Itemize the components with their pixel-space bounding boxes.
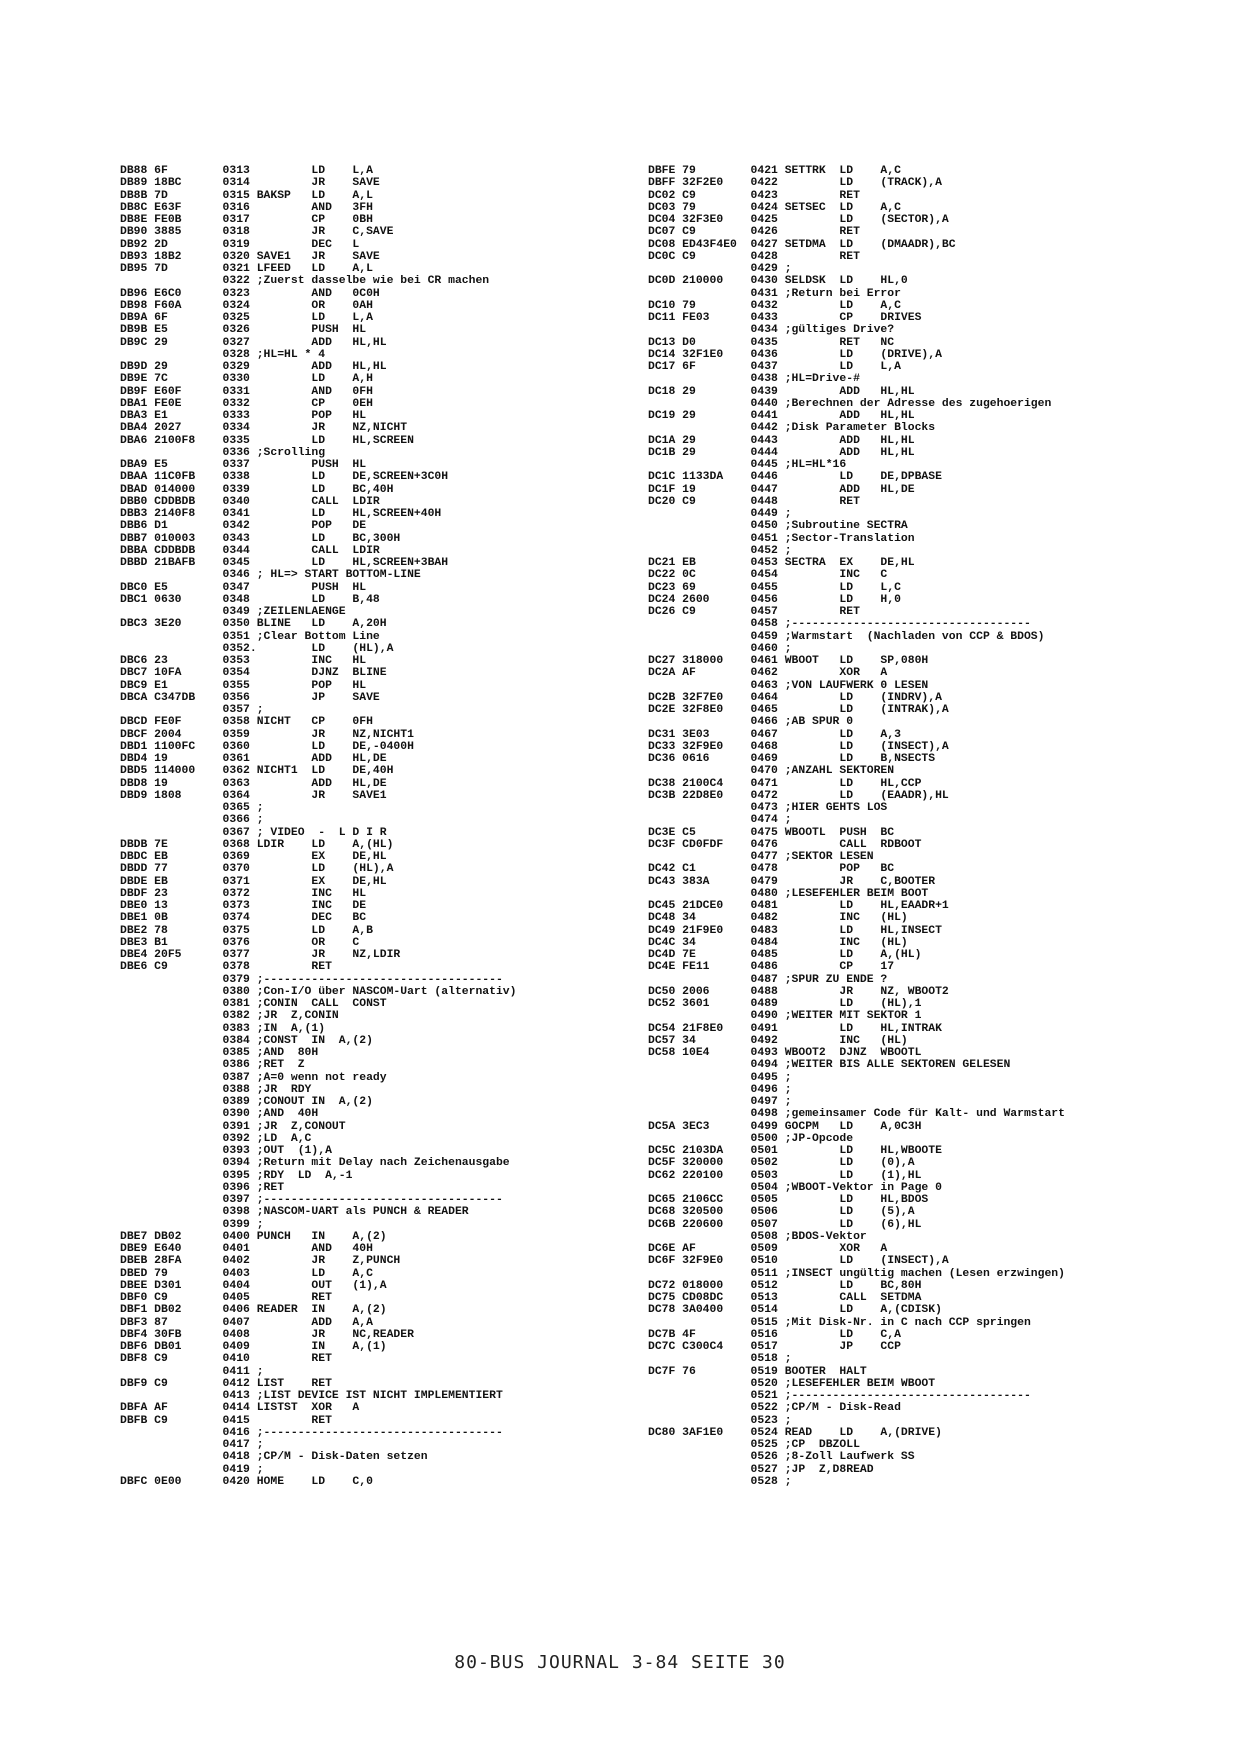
listing-line: DC10 79 0432 LD A,C [648,299,901,312]
listing-line: DBC1 0630 0348 LD B,48 [120,593,380,606]
listing-line: 0452 ; [648,544,792,557]
listing-line: DC65 2106CC 0505 LD HL,BDOS [648,1194,929,1206]
listing-line: DC19 29 0441 ADD HL,HL [648,410,915,422]
listing-line: DBFC 0E00 0420 HOME LD C,0 [120,1475,373,1488]
listing-line: 0500 ;JP-Opcode [648,1132,854,1145]
listing-line: DBED 79 0403 LD A,C [120,1267,373,1280]
listing-line: DC23 69 0455 LD L,C [648,581,901,594]
listing-line: 0399 ; [120,1218,264,1231]
listing-line: DBFB C9 0415 RET [120,1414,332,1427]
listing-line: 0474 ; [648,814,792,827]
listing-line: DC7F 76 0519 BOOTER HALT [648,1365,867,1378]
listing-line: DC6E AF 0509 XOR A [648,1243,888,1255]
listing-line: DC24 2600 0456 LD H,0 [648,593,901,606]
listing-line: 0487 ;SPUR ZU ENDE ? [648,973,888,986]
listing-line: DBA9 E5 0337 PUSH HL [120,459,367,471]
listing-line: DC18 29 0439 ADD HL,HL [648,385,915,398]
listing-line: DB9D 29 0329 ADD HL,HL [120,361,387,373]
listing-line: DC43 383A 0479 JR C,BOOTER [648,875,936,888]
listing-line: 0411 ; [120,1365,264,1378]
listing-line: DB96 E6C0 0323 AND 0C0H [120,287,380,300]
listing-line: DC02 C9 0423 RET [648,189,860,202]
listing-line: DBE3 B1 0376 OR C [120,936,360,949]
listing-line: 0495 ; [648,1071,792,1084]
listing-line: 0458 ;----------------------------------- [648,618,1031,631]
listing-line: DBDC EB 0369 EX DE,HL [120,851,387,863]
listing-line: DC54 21F8E0 0491 LD HL,INTRAK [648,1022,942,1035]
listing-line: DBC6 23 0353 INC HL [120,655,367,667]
listing-line: DB89 18BC 0314 JR SAVE [120,177,380,190]
listing-line: 0417 ; [120,1439,264,1451]
listing-line: DBE9 E640 0401 AND 40H [120,1243,373,1255]
listing-line: DBB7 010003 0343 LD BC,300H [120,532,401,545]
listing-line: DBB3 2140F8 0341 LD HL,SCREEN+40H [120,508,442,520]
listing-line: DC1A 29 0443 ADD HL,HL [648,434,915,447]
listing-line: DBE0 13 0373 INC DE [120,900,367,912]
listing-line: DB9A 6F 0325 LD L,A [120,312,373,324]
listing-line: 0451 ;Sector-Translation [648,532,915,545]
listing-line: 0445 ;HL=HL*16 [648,459,847,471]
listing-line: DC13 D0 0435 RET NC [648,336,895,349]
listing-line: DC31 3E03 0467 LD A,3 [648,728,901,741]
listing-line: 0434 ;gültiges Drive? [648,324,895,337]
listing-line: DBDB 7E 0368 LDIR LD A,(HL) [120,838,394,851]
listing-line: 0520 ;LESEFEHLER BEIM WBOOT [648,1377,936,1390]
listing-line: DB9E 7C 0330 LD A,H [120,373,373,386]
listing-line: DC1B 29 0444 ADD HL,HL [648,446,915,459]
listing-line: DC14 32F1E0 0436 LD (DRIVE),A [648,348,942,361]
listing-line: 0470 ;ANZAHL SEKTOREN [648,765,895,778]
listing-line: DBE4 20F5 0377 JR NZ,LDIR [120,949,401,961]
listing-line: DBF4 30FB 0408 JR NC,READER [120,1328,414,1341]
listing-line: DC33 32F9E0 0468 LD (INSECT),A [648,740,949,753]
listing-line: 0521 ;----------------------------------- [648,1390,1031,1402]
listing-line: 0473 ;HIER GEHTS LOS [648,802,888,814]
listing-line: DBDE EB 0371 EX DE,HL [120,875,387,888]
listing-line: DC58 10E4 0493 WBOOT2 DJNZ WBOOTL [648,1047,922,1059]
listing-line: DC4D 7E 0485 LD A,(HL) [648,949,922,961]
listing-line: 0477 ;SEKTOR LESEN [648,851,874,863]
listing-line: 0511 ;INSECT ungültig machen (Lesen erzwingen) [648,1267,1065,1280]
listing-line: DC1F 19 0447 ADD HL,DE [648,483,915,496]
listing-line: DBE2 78 0375 LD A,B [120,924,373,937]
listing-line: 0525 ;CP DBZOLL [648,1439,860,1451]
listing-line: 0385 ;AND 80H [120,1047,319,1059]
listing-line: 0346 ; HL=> START BOTTOM-LINE [120,569,421,582]
listing-line: DC2E 32F8E0 0465 LD (INTRAK),A [648,704,949,716]
listing-line: DBB6 D1 0342 POP DE [120,520,367,533]
listing-line: 0383 ;IN A,(1) [120,1022,326,1035]
listing-line: 0365 ; [120,802,264,814]
listing-line: DBFE 79 0421 SETTRK LD A,C [648,165,901,177]
listing-line: 0459 ;Warmstart (Nachladen von CCP & BDOS) [648,630,1045,643]
listing-line: DBEE D301 0404 OUT (1),A [120,1279,387,1292]
listing-line: DBEB 28FA 0402 JR Z,PUNCH [120,1255,401,1268]
listing-line: DC2A AF 0462 XOR A [648,667,888,680]
listing-line: DC27 318000 0461 WBOOT LD SP,080H [648,655,929,667]
listing-line: DC6B 220600 0507 LD (6),HL [648,1218,922,1231]
listing-line: DBF1 DB02 0406 READER IN A,(2) [120,1304,387,1317]
listing-line: 0349 ;ZEILENLAENGE [120,606,346,618]
listing-line: DBCF 2004 0359 JR NZ,NICHT1 [120,728,414,741]
listing-line: DC48 34 0482 INC (HL) [648,912,908,925]
listing-line: 0386 ;RET Z [120,1059,305,1072]
listing-line: DB9B E5 0326 PUSH HL [120,324,367,337]
listing-line: DB92 2D 0319 DEC L [120,238,360,251]
listing-line: DB8C E63F 0316 AND 3FH [120,201,373,214]
listing-line: DC78 3A0400 0514 LD A,(CDISK) [648,1304,942,1317]
listing-line: DBCD FE0F 0358 NICHT CP 0FH [120,716,373,729]
listing-line: DBD9 1808 0364 JR SAVE1 [120,789,387,802]
listing-line: 0322 ;Zuerst dasselbe wie bei CR machen [120,275,490,288]
listing-line: DBD4 19 0361 ADD HL,DE [120,753,387,765]
listing-line: DC50 2006 0488 JR NZ, WBOOT2 [648,985,949,998]
listing-line: DC20 C9 0448 RET [648,495,860,508]
listing-line: 0336 ;Scrolling [120,446,326,459]
listing-line: DC57 34 0492 INC (HL) [648,1034,908,1047]
page-footer: 80-BUS JOURNAL 3-84 SEITE 30 [454,1652,786,1673]
listing-line: DBF3 87 0407 ADD A,A [120,1316,373,1329]
listing-line: 0380 ;Con-I/O über NASCOM-Uart (alternativ) [120,985,517,998]
listing-line: 0357 ; [120,704,264,716]
listing-line: 0397 ;----------------------------------- [120,1194,503,1206]
listing-line: DBA4 2027 0334 JR NZ,NICHT [120,422,408,435]
listing-line: DBD8 19 0363 ADD HL,DE [120,777,387,790]
listing-line: DBF8 C9 0410 RET [120,1353,332,1366]
listing-line: 0480 ;LESEFEHLER BEIM BOOT [648,887,929,900]
listing-line: 0390 ;AND 40H [120,1108,319,1121]
listing-line: DBD5 114000 0362 NICHT1 LD DE,40H [120,765,394,778]
listing-line: DB90 3885 0318 JR C,SAVE [120,226,394,239]
listing-line: 0504 ;WBOOT-Vektor in Page 0 [648,1181,942,1194]
listing-line: DBE7 DB02 0400 PUNCH IN A,(2) [120,1230,387,1243]
listing-line: DC36 0616 0469 LD B,NSECTS [648,753,936,765]
listing-line: DC5C 2103DA 0501 LD HL,WBOOTE [648,1145,942,1157]
listing-line: DBE6 C9 0378 RET [120,961,332,974]
listing-line: DC7C C300C4 0517 JP CCP [648,1341,901,1353]
listing-line: DC04 32F3E0 0425 LD (SECTOR),A [648,214,949,226]
listing-line: DC22 0C 0454 INC C [648,569,888,582]
listing-line: DC72 018000 0512 LD BC,80H [648,1279,922,1292]
listing-line: 0518 ; [648,1353,792,1366]
listing-line: DBBD 21BAFB 0345 LD HL,SCREEN+3BAH [120,557,449,569]
listing-line: DC2B 32F7E0 0464 LD (INDRV),A [648,691,942,704]
listing-line: DC08 ED43F4E0 0427 SETDMA LD (DMAADR),BC [648,238,956,251]
listing-line: DC4C 34 0484 INC (HL) [648,936,908,949]
listing-line: DC1C 1133DA 0446 LD DE,DPBASE [648,471,942,484]
listing-line: 0391 ;JR Z,CONOUT [120,1120,346,1133]
listing-line: DBC9 E1 0355 POP HL [120,679,367,692]
listing-line: 0328 ;HL=HL * 4 [120,348,326,361]
listing-line: 0352. LD (HL),A [120,642,394,655]
listing-line: 0522 ;CP/M - Disk-Read [648,1402,901,1415]
listing-line: DC7B 4F 0516 LD C,A [648,1328,901,1341]
listing-line: 0393 ;OUT (1),A [120,1145,332,1157]
listing-line: DBFA AF 0414 LISTST XOR A [120,1402,360,1415]
listing-line: 0463 ;VON LAUFWERK 0 LESEN [648,679,929,692]
listing-line: 0396 ;RET [120,1181,285,1194]
listing-line: 0366 ; [120,814,264,827]
listing-line: DBF0 C9 0405 RET [120,1292,332,1304]
listing-line: DBC7 10FA 0354 DJNZ BLINE [120,667,387,680]
listing-line: DB9F E60F 0331 AND 0FH [120,385,373,398]
listing-line: DB88 6F 0313 LD L,A [120,165,373,177]
listing-line: DC11 FE03 0433 CP DRIVES [648,312,922,324]
listing-line: DC0C C9 0428 RET [648,250,860,263]
listing-line: 0515 ;Mit Disk-Nr. in C nach CCP springen [648,1316,1031,1329]
listing-line: DC4E FE11 0486 CP 17 [648,961,895,974]
listing-line: 0496 ; [648,1083,792,1096]
listing-line: 0494 ;WEITER BIS ALLE SEKTOREN GELESEN [648,1059,1011,1072]
listing-line: DBF9 C9 0412 LIST RET [120,1377,332,1390]
listing-line: DC49 21F9E0 0483 LD HL,INSECT [648,924,942,937]
listing-line: DC6F 32F9E0 0510 LD (INSECT),A [648,1255,949,1268]
listing-line: 0523 ; [648,1414,792,1427]
listing-line: DC52 3601 0489 LD (HL),1 [648,998,922,1010]
listing-line: DB95 7D 0321 LFEED LD A,L [120,263,373,275]
listing-line: 0498 ;gemeinsamer Code für Kalt- und Warmstart [648,1108,1065,1121]
listing-line: 0466 ;AB SPUR 0 [648,716,854,729]
listing-line: 0419 ; [120,1463,264,1476]
listing-left-column [120,165,640,1488]
listing-line: DBA6 2100F8 0335 LD HL,SCREEN [120,434,414,447]
listing-line: 0381 ;CONIN CALL CONST [120,998,387,1010]
listing-line: DC21 EB 0453 SECTRA EX DE,HL [648,557,915,569]
listing-line: DBB0 CDDBDB 0340 CALL LDIR [120,495,380,508]
listing-line: DB8B 7D 0315 BAKSP LD A,L [120,189,373,202]
listing-line: DC62 220100 0503 LD (1),HL [648,1169,922,1182]
listing-line: DC42 C1 0478 POP BC [648,863,895,876]
listing-line: DBC3 3E20 0350 BLINE LD A,20H [120,618,387,631]
listing-line: DBBA CDDBDB 0344 CALL LDIR [120,544,380,557]
listing-line: DC3F CD0FDF 0476 CALL RDBOOT [648,838,922,851]
listing-line: 0387 ;A=0 wenn not ready [120,1071,387,1084]
listing-line: 0394 ;Return mit Delay nach Zeichenausgabe [120,1157,510,1170]
listing-line: 0449 ; [648,508,792,520]
listing-line: 0384 ;CONST IN A,(2) [120,1034,373,1047]
listing-line: DB9C 29 0327 ADD HL,HL [120,336,387,349]
listing-right-column [648,165,1208,1488]
listing-line: 0367 ; VIDEO - L D I R [120,826,387,839]
listing-line: 0398 ;NASCOM-UART als PUNCH & READER [120,1206,469,1219]
listing-line: DBF6 DB01 0409 IN A,(1) [120,1341,387,1353]
listing-line: DC5F 320000 0502 LD (0),A [648,1157,915,1170]
listing-line: 0418 ;CP/M - Disk-Daten setzen [120,1451,428,1464]
listing-line: 0460 ; [648,642,792,655]
listing-line: DB98 F60A 0324 OR 0AH [120,299,373,312]
listing-line: DBAA 11C0FB 0338 LD DE,SCREEN+3C0H [120,471,449,484]
listing-line: DBE1 0B 0374 DEC BC [120,912,367,925]
listing-line: DC17 6F 0437 LD L,A [648,361,901,373]
listing-line: DBA3 E1 0333 POP HL [120,410,367,422]
listing-line: 0429 ; [648,263,792,275]
listing-line: DBDF 23 0372 INC HL [120,887,367,900]
listing-line: 0351 ;Clear Bottom Line [120,630,380,643]
listing-line: 0528 ; [648,1475,792,1488]
listing-line: 0389 ;CONOUT IN A,(2) [120,1096,373,1108]
listing-line: DC07 C9 0426 RET [648,226,860,239]
listing-line: 0395 ;RDY LD A,-1 [120,1169,353,1182]
listing-line: 0431 ;Return bei Error [648,287,901,300]
listing-line: DC03 79 0424 SETSEC LD A,C [648,201,901,214]
listing-line: 0416 ;----------------------------------- [120,1426,503,1439]
listing-line: DC38 2100C4 0471 LD HL,CCP [648,777,922,790]
listing-line: 0388 ;JR RDY [120,1083,312,1096]
listing-line: DBC0 E5 0347 PUSH HL [120,581,367,594]
listing-line: DBFF 32F2E0 0422 LD (TRACK),A [648,177,942,190]
listing-line: 0527 ;JP Z,D8READ [648,1463,874,1476]
listing-line: DC26 C9 0457 RET [648,606,860,618]
listing-line: DC5A 3EC3 0499 GOCPM LD A,0C3H [648,1120,922,1133]
listing-line: DC68 320500 0506 LD (5),A [648,1206,915,1219]
listing-line: 0379 ;----------------------------------- [120,973,503,986]
listing-line: DC75 CD08DC 0513 CALL SETDMA [648,1292,922,1304]
listing-line: 0490 ;WEITER MIT SEKTOR 1 [648,1010,922,1023]
listing-line: 0508 ;BDOS-Vektor [648,1230,867,1243]
listing-line: DBDD 77 0370 LD (HL),A [120,863,394,876]
listing-line: 0438 ;HL=Drive-# [648,373,860,386]
listing-line: DBCA C347DB 0356 JP SAVE [120,691,380,704]
listing-line: 0450 ;Subroutine SECTRA [648,520,908,533]
listing-line: 0392 ;LD A,C [120,1132,312,1145]
listing-line: DBAD 014000 0339 LD BC,40H [120,483,394,496]
listing-line: DB8E FE0B 0317 CP 0BH [120,214,373,226]
listing-line: 0497 ; [648,1096,792,1108]
listing-line: DBA1 FE0E 0332 CP 0EH [120,397,373,410]
listing-line: 0526 ;8-Zoll Laufwerk SS [648,1451,915,1464]
listing-line: DC3E C5 0475 WBOOTL PUSH BC [648,826,895,839]
listing-line: DC0D 210000 0430 SELDSK LD HL,0 [648,275,908,288]
listing-line: 0413 ;LIST DEVICE IST NICHT IMPLEMENTIERT [120,1390,503,1402]
listing-line: DBD1 1100FC 0360 LD DE,-0400H [120,740,414,753]
listing-line: 0440 ;Berechnen der Adresse des zugehoerigen [648,397,1052,410]
listing-line: DC80 3AF1E0 0524 READ LD A,(DRIVE) [648,1426,942,1439]
listing-line: DB93 18B2 0320 SAVE1 JR SAVE [120,250,380,263]
listing-line: DC45 21DCE0 0481 LD HL,EAADR+1 [648,900,949,912]
listing-line: 0442 ;Disk Parameter Blocks [648,422,936,435]
listing-line: 0382 ;JR Z,CONIN [120,1010,339,1023]
listing-line: DC3B 22D8E0 0472 LD (EAADR),HL [648,789,949,802]
